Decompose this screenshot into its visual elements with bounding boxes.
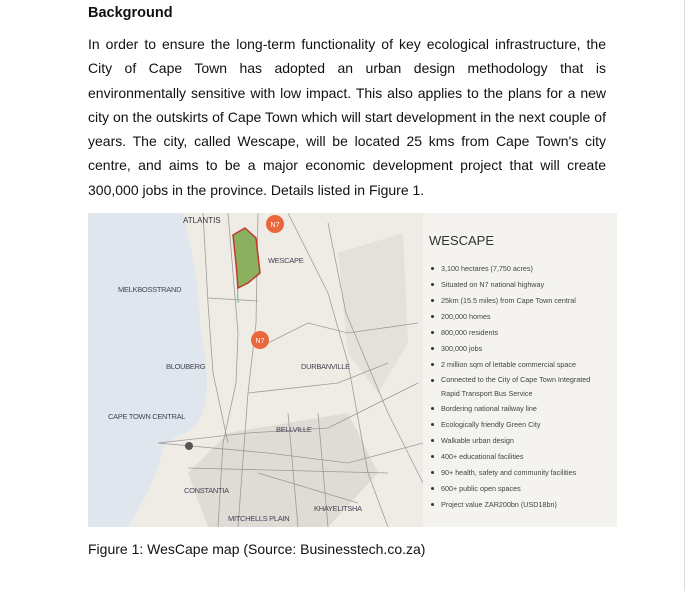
label-melkbosstrand: MELKBOSSTRAND (118, 285, 182, 294)
label-mitchells-plain: MITCHELLS PLAIN (228, 514, 290, 523)
n7-badge-top (266, 215, 284, 233)
fact-item: 25km (15.5 miles) from Cape Town central (429, 293, 606, 309)
label-atlantis: ATLANTIS (183, 216, 221, 225)
fact-item: 600+ public open spaces (429, 481, 606, 497)
fact-item: 200,000 homes (429, 309, 606, 325)
fact-item: Situated on N7 national highway (429, 277, 606, 293)
fact-item: 400+ educational facilities (429, 449, 606, 465)
svg-text:N7: N7 (270, 222, 280, 229)
wescape-map (88, 213, 423, 527)
label-wescape: WESCAPE (268, 256, 304, 265)
cape-town-central-marker (185, 442, 193, 450)
section-heading: Background (88, 5, 173, 21)
label-cape-town-central: CAPE TOWN CENTRAL (108, 412, 186, 421)
facts-list (429, 261, 606, 513)
page-edge-divider (684, 0, 685, 591)
fact-item: 90+ health, safety and community facilities (429, 465, 606, 481)
svg-text:N7: N7 (255, 338, 265, 345)
fact-item: Ecologically friendly Green City (429, 417, 606, 433)
n7-badge-bottom (251, 331, 269, 349)
wescape-facts-panel (423, 213, 617, 527)
fact-item: 800,000 residents (429, 325, 606, 341)
label-blouberg: BLOUBERG (166, 362, 206, 371)
label-khayelitsha: KHAYELITSHA (314, 504, 362, 513)
fact-item: 2 million sqm of lettable commercial space (429, 357, 606, 373)
fact-item: Walkable urban design (429, 433, 606, 449)
figure-caption: Figure 1: WesCape map (Source: Businesstech.co.za) (88, 541, 426, 557)
fact-item: Bordering national railway line (429, 401, 606, 417)
wescape-figure (88, 213, 617, 527)
label-constantia: CONSTANTIA (184, 486, 229, 495)
fact-item: Connected to the City of Cape Town Integrated Rapid Transport Bus Service (429, 373, 606, 401)
facts-title: WESCAPE (429, 233, 495, 248)
background-paragraph: In order to ensure the long-term functionality of key ecological infrastructure, the City of Cape Town has adopted an urban design methodology that is environmentally sensitive with low impact. This also applies to the plans for a new city on the outskirts of Cape Town which will start development in the next couple of years. The city, called Wescape, will be located 25 kms from Cape Town's city centre, and aims to be a major economic development project that will create 300,000 jobs in the province. Details listed in Figure 1. (88, 36, 606, 198)
label-durbanville: DURBANVILLE (301, 362, 350, 371)
fact-item: 300,000 jobs (429, 341, 606, 357)
fact-item: Project value ZAR200bn (USD18bn) (429, 497, 606, 513)
fact-item: 3,100 hectares (7,750 acres) (429, 261, 606, 277)
label-bellville: BELLVILLE (276, 425, 312, 434)
